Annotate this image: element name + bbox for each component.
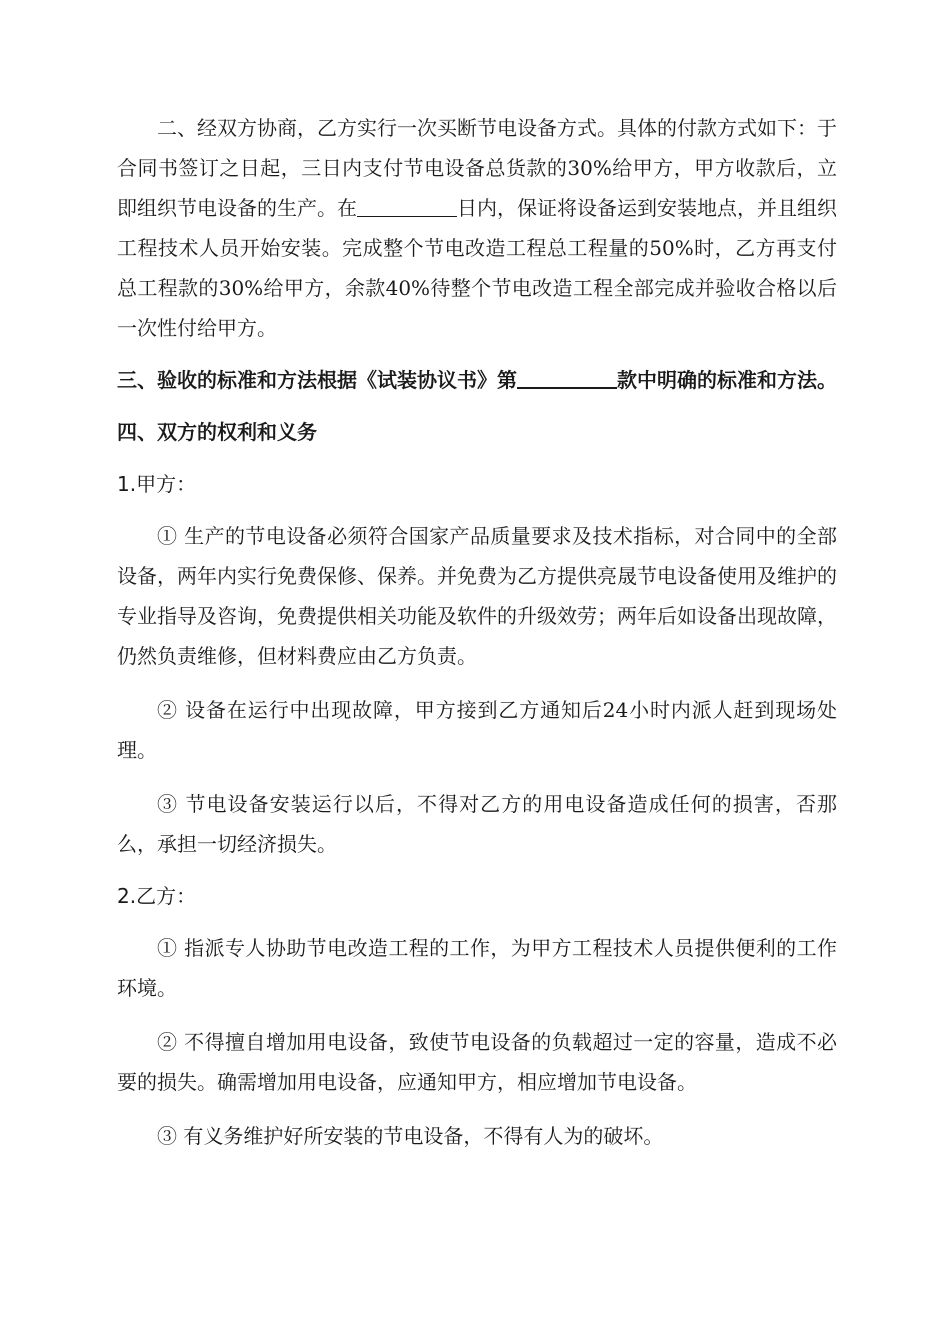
party-b-item-2: ② 不得擅自增加用电设备，致使节电设备的负载超过一定的容量，造成不必要的损失。确需增加用电设备，应通知甲方，相应增加节电设备。 — [117, 1030, 837, 1094]
party-b-label: 2.乙方： — [117, 884, 197, 908]
clause-3-text-a: 三、验收的标准和方法根据《试装协议书》第 — [117, 368, 517, 392]
party-a-item-3: ③ 节电设备安装运行以后，不得对乙方的用电设备造成任何的损害，否那么，承担一切经济损失。 — [117, 792, 837, 856]
clause-3-heading — [117, 360, 837, 400]
clause-2-payment — [117, 108, 837, 348]
clause-2-text-b: 日内，保证将设备运到安装地点，并且组织工程技术人员开始安装。完成整个节电改造工程总工程量的50%时，乙方再支付总工程款的30%给甲方，余款40%待整个节电改造工程全部完成并验收合格以后一次性付给甲方。 — [117, 196, 837, 340]
party-a-item-1: ① 生产的节电设备必须符合国家产品质量要求及技术指标，对合同中的全部设备，两年内实行免费保修、保养。并免费为乙方提供亮晟节电设备使用及维护的专业指导及咨询，免费提供相关功能及软件的升级效劳；两年后如设备出现故障，仍然负责维修，但材料费应由乙方负责。 — [117, 524, 837, 668]
party-a-label: 1.甲方： — [117, 472, 197, 496]
clause-4-heading: 四、双方的权利和义务 — [117, 420, 317, 444]
party-b-item-3: ③ 有义务维护好所安装的节电设备，不得有人为的破坏。 — [157, 1124, 664, 1148]
clause-3-text-b: 款中明确的标准和方法。 — [617, 368, 837, 392]
clause-number-blank — [517, 363, 617, 389]
document-page — [117, 108, 837, 1156]
party-b-item-1: ① 指派专人协助节电改造工程的工作，为甲方工程技术人员提供便利的工作环境。 — [117, 936, 837, 1000]
party-a-item-2: ② 设备在运行中出现故障，甲方接到乙方通知后24小时内派人赶到现场处理。 — [117, 698, 837, 762]
clause-2-text-a: 二、经双方协商，乙方实行一次买断节电设备方式。具体的付款方式如下：于合同书签订之日起，三日内支付节电设备总货款的30%给甲方，甲方收款后，立即组织节电设备的生产。在 — [117, 116, 837, 220]
days-blank — [357, 192, 457, 217]
